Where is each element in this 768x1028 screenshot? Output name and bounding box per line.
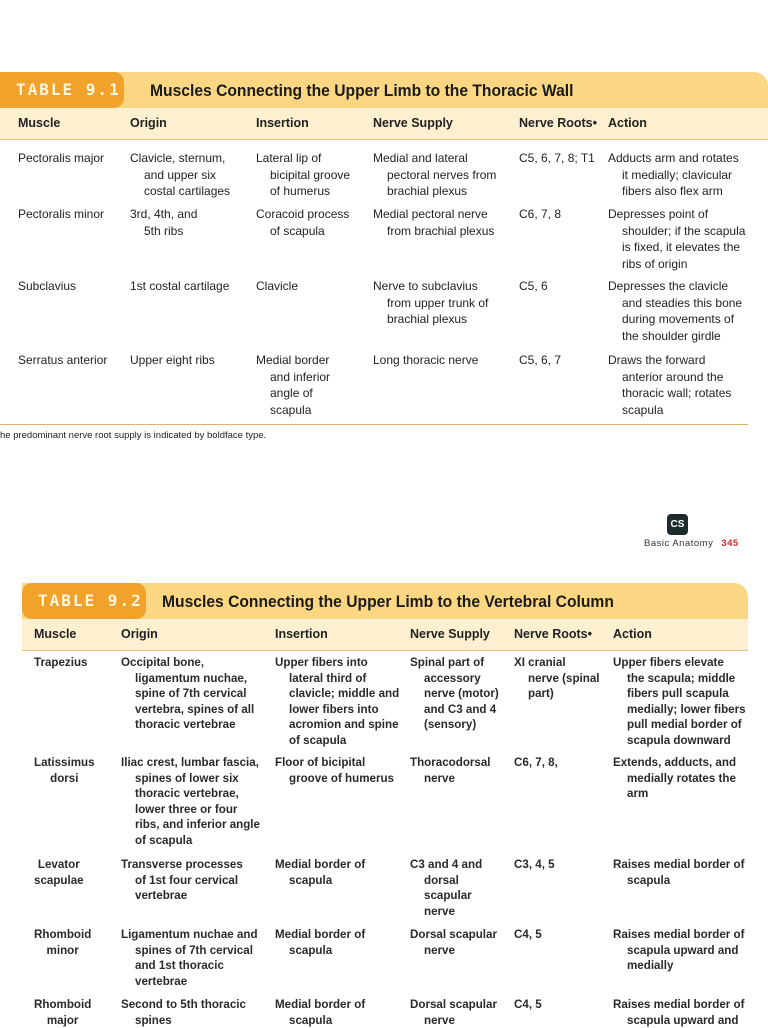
cell-origin: 1st costal cartilage (130, 279, 230, 293)
header-origin: Origin (130, 116, 167, 130)
cell-origin: Iliac crest, lumbar fascia, spines of lower six thoracic vertebrae, lower three or four ribs, and inferior angle of scapula (121, 756, 260, 847)
cell-muscle: Trapezius (34, 656, 88, 669)
cell-nerve-roots: C4, 5 (514, 998, 542, 1011)
cell-insertion: Coracoid process of scapula (256, 207, 350, 238)
table-header-row (0, 108, 768, 140)
cell-origin: Transverse processes of 1st four cervical vertebrae (121, 858, 243, 902)
cell-nerve-supply: Spinal part of accessory nerve (motor) and C3 and 4 (sensory) (410, 656, 499, 731)
cell-insertion: Upper fibers into lateral third of clavicle; middle and lower fibers into acromion and spine of scapula (275, 656, 400, 747)
cell-origin: Upper eight ribs (130, 353, 215, 367)
cell-muscle: Rhomboid minor (34, 928, 92, 957)
cell-origin: Occipital bone, ligamentum nuchae, spine of 7th cervical vertebra, spines of all thoracic vertebrae (121, 656, 255, 731)
page-number: 345 (721, 538, 739, 549)
table-header-row (22, 619, 748, 651)
cell-muscle: Subclavius (18, 279, 77, 293)
cell-nerve-supply: Medial and lateral pectoral nerves from brachial plexus (373, 151, 497, 198)
cell-insertion: Medial border of scapula (275, 858, 366, 887)
table-title: Muscles Connecting the Upper Limb to the Thoracic Wall (150, 81, 574, 100)
cell-nerve-supply: C3 and 4 and dorsal scapular nerve (410, 858, 483, 918)
cell-nerve-roots: C3, 4, 5 (514, 858, 555, 871)
cell-muscle: Pectoralis minor (18, 207, 105, 221)
cell-action: Adducts arm and rotates it medially; clavicular fibers also flex arm (608, 151, 739, 198)
cell-action: Extends, adducts, and medially rotates the arm (613, 756, 737, 800)
table-9-1 (0, 72, 768, 441)
cell-origin: 3rd, 4th, and 5th ribs (130, 207, 198, 238)
cell-insertion: Lateral lip of bicipital groove of humerus (256, 151, 351, 198)
cell-action: Draws the forward anterior around the thoracic wall; rotates scapula (608, 353, 732, 417)
table-tag: TABLE 9.2 (22, 583, 146, 619)
header-nerve-supply: Nerve Supply (373, 116, 453, 130)
cell-action: Raises medial border of scapula upward and medially (613, 928, 745, 972)
header-nerve-roots: Nerve Roots• (514, 627, 593, 641)
header-insertion: Insertion (275, 627, 328, 641)
cell-nerve-roots: C5, 6, 7 (519, 353, 562, 367)
cell-insertion: Clavicle (256, 279, 299, 293)
cell-origin: Ligamentum nuchae and spines of 7th cervical and 1st thoracic vertebrae (121, 928, 258, 988)
table-title-bar (0, 72, 768, 108)
table-title: Muscles Connecting the Upper Limb to the Vertebral Column (162, 592, 614, 611)
cell-action: Upper fibers elevate the scapula; middle fibers pull scapula medially; lower fibers pull medial border of scapula downward (613, 656, 746, 747)
cell-muscle: Pectoralis major (18, 151, 105, 165)
cell-origin: Clavicle, sternum, and upper six costal cartilages (130, 151, 231, 198)
cell-insertion: Medial border and inferior angle of scapula (256, 353, 331, 417)
table-bottom-rule (0, 424, 748, 425)
header-action: Action (613, 627, 652, 641)
cell-origin: Second to 5th thoracic spines (121, 998, 246, 1027)
cell-insertion: Medial border of scapula (275, 998, 366, 1027)
cell-nerve-supply: Thoracodorsal nerve (410, 756, 491, 785)
cell-nerve-supply: Medial pectoral nerve from brachial plexus (373, 207, 495, 238)
cell-nerve-supply: Dorsal scapular nerve (410, 998, 497, 1027)
table-title-bar (22, 583, 748, 619)
cell-action: Raises medial border of scapula upward and (613, 998, 745, 1027)
cell-nerve-roots: C6, 7, 8, (514, 756, 558, 769)
cell-nerve-roots: C6, 7, 8 (519, 207, 562, 221)
cell-nerve-roots: C5, 6 (519, 279, 548, 293)
cell-action: Depresses the clavicle and steadies this bone during movements of the shoulder girdle (608, 279, 743, 343)
cell-muscle: Levator scapulae (34, 858, 84, 887)
cell-nerve-supply: Long thoracic nerve (373, 353, 479, 367)
header-action: Action (608, 116, 647, 130)
cell-nerve-roots: XI cranial nerve (spinal part) (514, 656, 600, 700)
table-9-2 (0, 583, 768, 1027)
cell-action: Raises medial border of scapula (613, 858, 745, 887)
cell-nerve-roots: C5, 6, 7, 8; T1 (519, 151, 595, 165)
cell-muscle: Rhomboid major (34, 998, 92, 1027)
header-insertion: Insertion (256, 116, 309, 130)
header-muscle: Muscle (34, 627, 77, 641)
table-footnote: he predominant nerve root supply is indicated by boldface type. (0, 430, 267, 441)
page-running-footer (644, 538, 739, 549)
cell-nerve-supply: Dorsal scapular nerve (410, 928, 497, 957)
header-origin: Origin (121, 627, 158, 641)
camscanner-logo: CS (667, 514, 688, 535)
header-muscle: Muscle (18, 116, 61, 130)
cell-nerve-supply: Nerve to subclavius from upper trunk of brachial plexus (373, 279, 489, 326)
header-nerve-supply: Nerve Supply (410, 627, 490, 641)
cell-muscle: Serratus anterior (18, 353, 108, 367)
cell-insertion: Floor of bicipital groove of humerus (275, 756, 395, 785)
table-tag: TABLE 9.1 (0, 72, 124, 108)
cell-insertion: Medial border of scapula (275, 928, 366, 957)
book-name: Basic Anatomy (644, 538, 714, 549)
cell-muscle: Latissimus dorsi (34, 756, 95, 785)
cell-action: Depresses point of shoulder; if the scapula is fixed, it elevates the ribs of origin (608, 207, 746, 271)
header-nerve-roots: Nerve Roots• (519, 116, 598, 130)
cell-nerve-roots: C4, 5 (514, 928, 542, 941)
